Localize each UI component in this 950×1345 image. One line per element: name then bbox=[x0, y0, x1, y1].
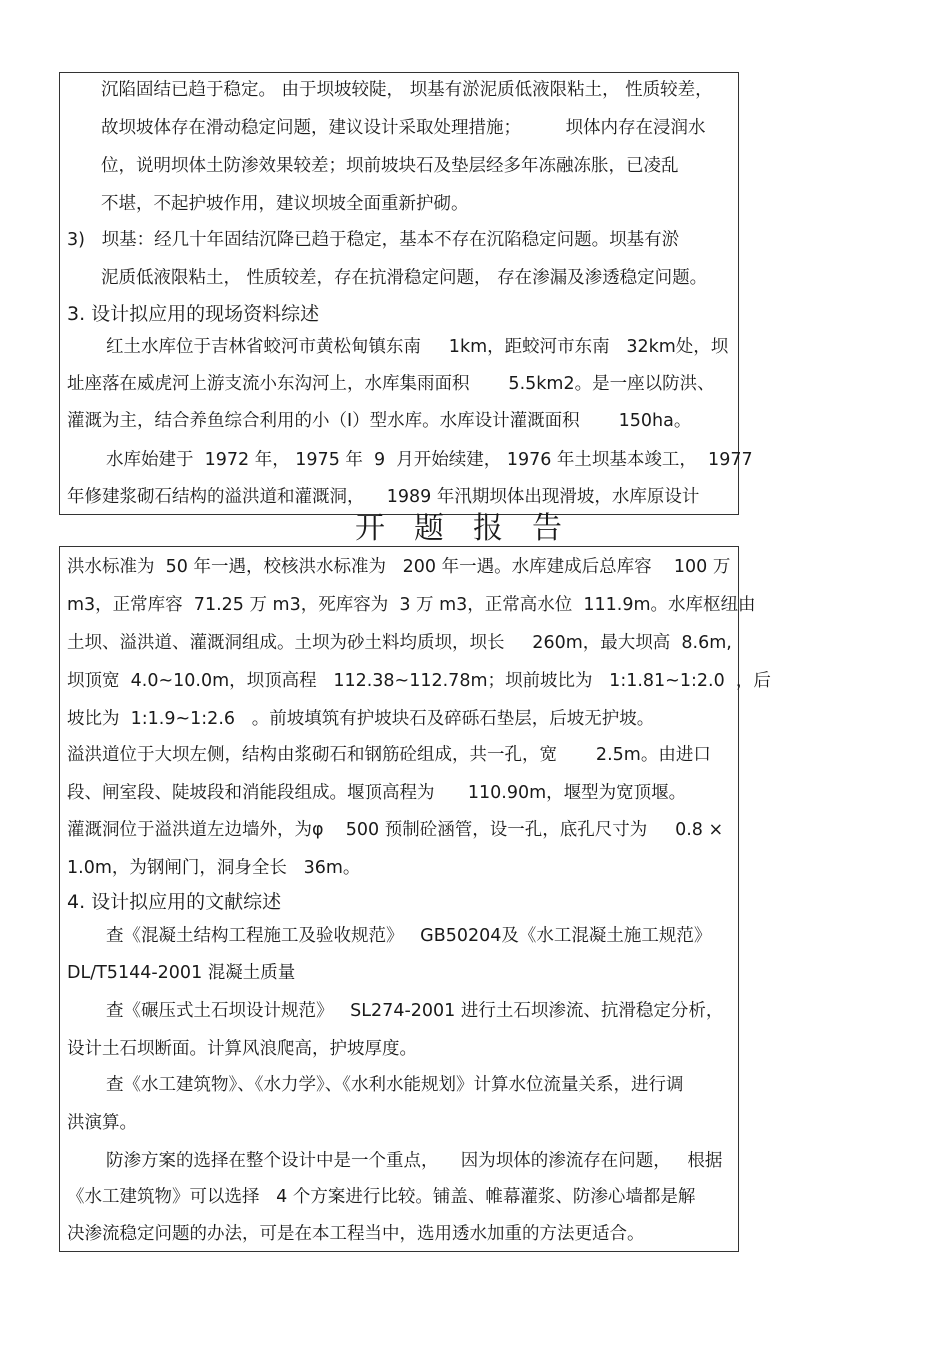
paragraph-line: 红土水库位于吉林省蛟河市黄松甸镇东南 1km，距蛟河市东南 32km处，坝 bbox=[106, 337, 729, 357]
paragraph-line: 沉陷固结已趋于稳定。 由于坝坡较陡， 坝基有淤泥质低液限粘土， 性质较差， bbox=[101, 80, 713, 100]
paragraph-line: m3，正常库容 71.25 万 m3，死库容为 3 万 m3，正常高水位 111.9m。水库枢纽由 bbox=[67, 595, 756, 615]
paragraph-line: 位，说明坝体土防渗效果较差；坝前坡块石及垫层经多年冻融冻胀，已凌乱 bbox=[101, 156, 679, 176]
paragraph-line: 故坝坡体存在滑动稳定问题，建议设计采取处理措施； 坝体内存在浸润水 bbox=[101, 118, 706, 138]
paragraph-line: 3) 坝基：经几十年固结沉降已趋于稳定，基本不存在沉陷稳定问题。坝基有淤 bbox=[67, 230, 680, 250]
paragraph-line: 灌溉为主，结合养鱼综合利用的小（Ⅰ）型水库。水库设计灌溉面积 150ha。 bbox=[67, 411, 692, 431]
paragraph-line: 洪演算。 bbox=[67, 1113, 137, 1133]
paragraph-line: 查《碾压式土石坝设计规范》 SL274-2001 进行土石坝渗流、抗滑稳定分析， bbox=[106, 1001, 724, 1021]
paragraph-line: 灌溉洞位于溢洪道左边墙外，为φ 500 预制砼涵管，设一孔，底孔尺寸为 0.8 × bbox=[67, 820, 724, 840]
section-heading: 3. 设计拟应用的现场资料综述 bbox=[67, 303, 320, 325]
paragraph-line: 坡比为 1:1.9~1:2.6 。前坡填筑有护坡块石及碎砾石垫层，后坡无护坡。 bbox=[67, 709, 655, 729]
paragraph-line: DL/T5144-2001 混凝土质量 bbox=[67, 963, 296, 983]
paragraph-line: 水库始建于 1972 年， 1975 年 9 月开始续建， 1976 年土坝基本竣工， 1977 bbox=[106, 450, 753, 470]
paragraph-line: 设计土石坝断面。计算风浪爬高，护坡厚度。 bbox=[67, 1039, 417, 1059]
paragraph-line: 洪水标准为 50 年一遇，校核洪水标准为 200 年一遇。水库建成后总库容 100 万 bbox=[67, 557, 731, 577]
paragraph-line: 决渗流稳定问题的办法，可是在本工程当中，选用透水加重的方法更适合。 bbox=[67, 1224, 645, 1244]
paragraph-line: 防渗方案的选择在整个设计中是一个重点， 因为坝体的渗流存在问题， 根据 bbox=[106, 1151, 723, 1171]
paragraph-line: 1.0m，为钢闸门，洞身全长 36m。 bbox=[67, 858, 361, 878]
paragraph-line: 查《水工建筑物》、《水力学》、《水利水能规划》计算水位流量关系，进行调 bbox=[106, 1075, 684, 1095]
paragraph-line: 泥质低液限粘土， 性质较差，存在抗滑稳定问题， 存在渗漏及渗透稳定问题。 bbox=[101, 268, 708, 288]
paragraph-line: 坝顶宽 4.0~10.0m，坝顶高程 112.38~112.78m；坝前坡比为 1:1.81~1:2.0 ，后 bbox=[67, 671, 771, 691]
paragraph-line: 址座落在威虎河上游支流小东沟河上，水库集雨面积 5.5km2。是一座以防洪、 bbox=[67, 374, 715, 394]
paragraph-line: 溢洪道位于大坝左侧，结构由浆砌石和钢筋砼组成，共一孔，宽 2.5m。由进口 bbox=[67, 745, 711, 765]
paragraph-line: 《水工建筑物》可以选择 4 个方案进行比较。铺盖、帷幕灌浆、防渗心墙都是解 bbox=[67, 1187, 696, 1207]
paragraph-line: 段、闸室段、陡坡段和消能段组成。堰顶高程为 110.90m，堰型为宽顶堰。 bbox=[67, 783, 687, 803]
paragraph-line: 查《混凝土结构工程施工及验收规范》 GB50204及《水工混凝土施工规范》 bbox=[106, 926, 712, 946]
paragraph-line: 不堪，不起护坡作用，建议坝坡全面重新护砌。 bbox=[101, 194, 469, 214]
page-title: 开题报告 bbox=[355, 511, 591, 546]
section-heading: 4. 设计拟应用的文献综述 bbox=[67, 891, 282, 913]
paragraph-line: 土坝、溢洪道、灌溉洞组成。土坝为砂土料均质坝，坝长 260m，最大坝高 8.6m, bbox=[67, 633, 732, 653]
paragraph-line: 年修建浆砌石结构的溢洪道和灌溉洞， 1989 年汛期坝体出现滑坡，水库原设计 bbox=[67, 487, 700, 507]
